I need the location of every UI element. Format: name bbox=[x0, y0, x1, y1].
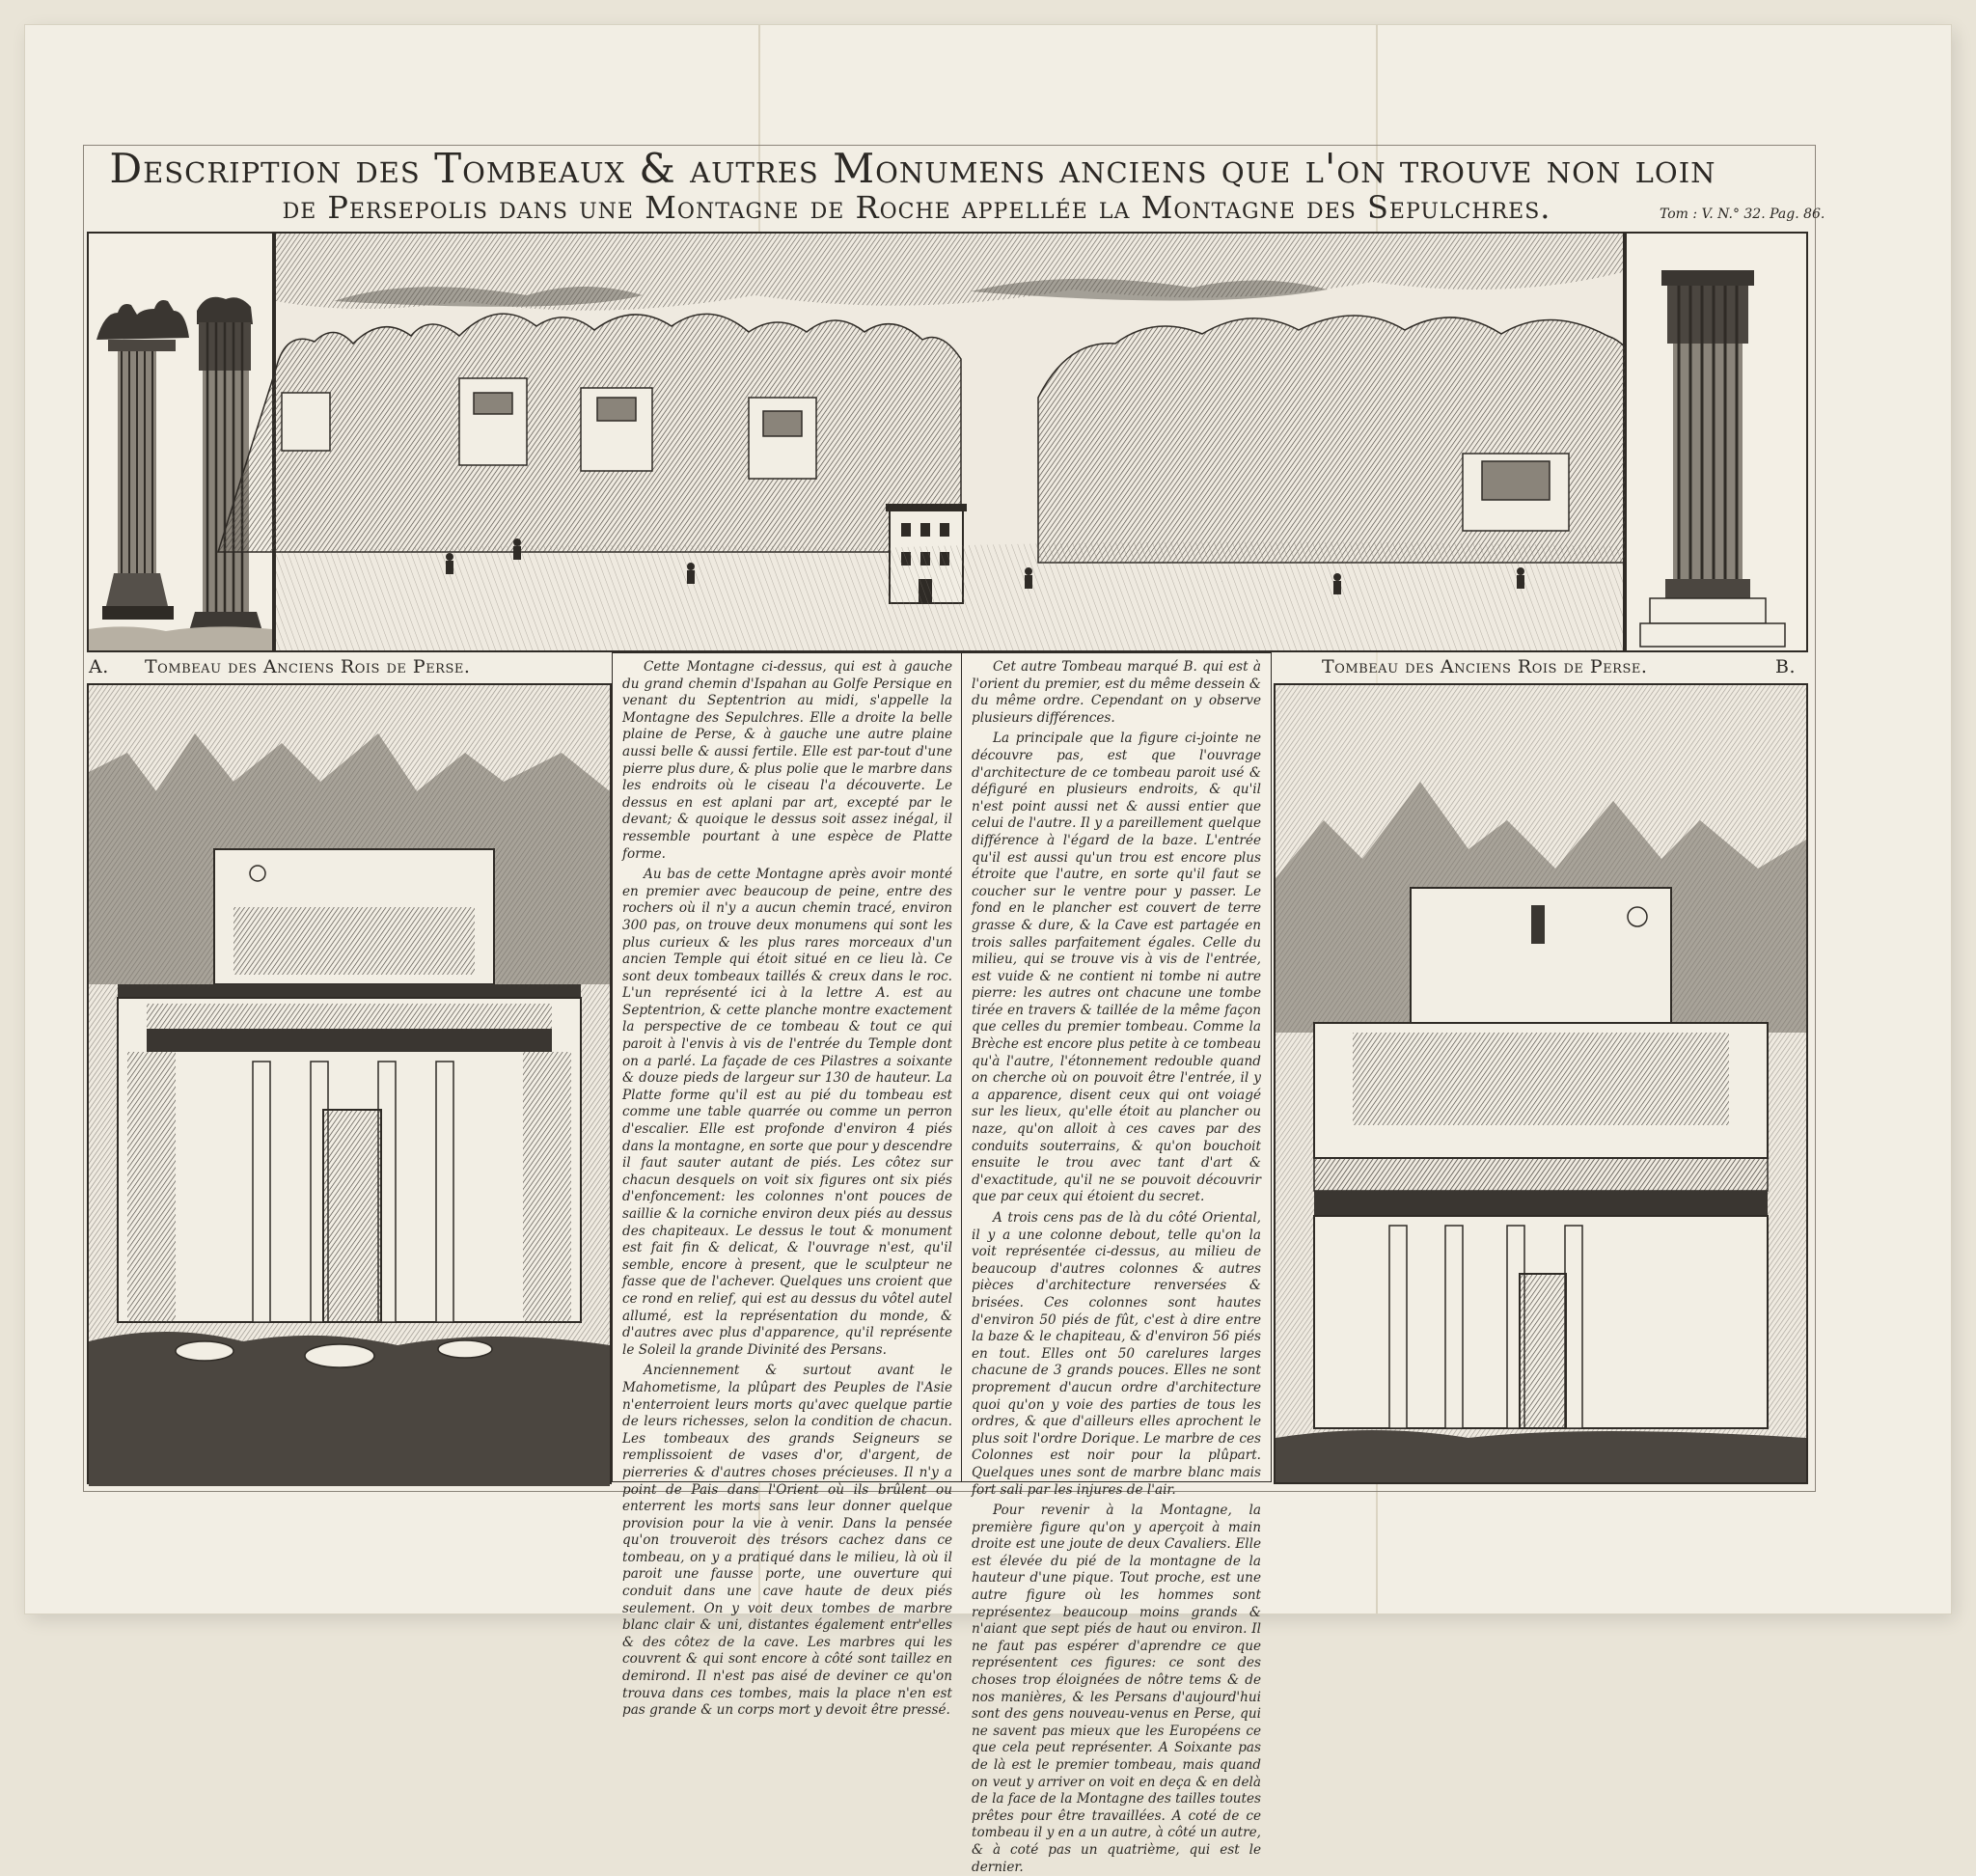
title-line-2: de Persepolis dans une Montagne de Roche appellée la Montagne des Sepulchres. bbox=[282, 189, 1551, 226]
text-paragraph: Pour revenir à la Montagne, la première figure qu'on y aperçoit à main droite est une joute de deux Cavaliers. Elle est élevée du pié de la montagne de la hauteur d'une pique. Tout proche, est une autre figure où les hommes sont représentez beaucoup moins grands & n'aiant que sept piés de haut ou environ. Il ne faut pas espérer d'aprendre ce que représentent ces figures: ce sont des choses trop éloignées de nôtre tems & de nos manières, & les Persans d'aujourd'hui sont des gens nouveau-venus en Perse, qui ne savent pas mieux que les Européens ce que cela peut représenter. A Soixante pas de là est le premier tombeau, mais quand on veut y arriver on voit en deça & en delà de la face de la Montagne des tailles toutes prêtes pour être travaillées. A coté de ce tombeau il y en a un autre, à côté un autre, & à coté pas un quatrième, qui est le dernier. bbox=[972, 1503, 1261, 1875]
text-column-right bbox=[961, 652, 1272, 1875]
text-column-left bbox=[612, 652, 963, 1719]
tomb-b-illustration bbox=[1274, 683, 1808, 1484]
plain-ground bbox=[276, 541, 1623, 650]
mountain-panorama-illustration bbox=[274, 232, 1625, 652]
ground-rocks bbox=[89, 1332, 610, 1486]
text-paragraph: Au bas de cette Montagne après avoir monté en premier avec beaucoup de peine, entre des rochers où il n'y a aucun chemin tracé, environ 300 pas, on trouve deux monumens qui sont les plus curieux & les plus rares morceaux d'un ancien Temple qui étoit situé en ce lieu là. Ce sont deux tombeaux taillés & creux dans le roc. L'un représenté ici à la lettre A. est au Septentrion, & cette planche montre exactement la perspective de ce tombeau & tout ce qui paroit à l'envis à vis de l'entrée du Temple dont on a parlé. La façade de ces Pilastres a soixante & douze pieds de largeur sur 130 de hauteur. La Platte forme qu'il est au pié du tombeau est comme une table quarrée ou comme un perron d'escalier. Elle est profonde d'environ 4 piés dans la montagne, en sorte que pour y descendre il faut sauter autant de piés. Les côtez sur chacun desquels on voit six figures ont six piés d'enfoncement: les colonnes n'ont pouces de saillie & la corniche environ deux piés au dessus des chapiteaux. Le dessus le tout & monument est fait fin & delicat, & l'ouvrage n'est, qu'il semble, encore à present, que le sculpteur ne fasse que de l'achever. Quelques uns croient que ce rond en relief, qui est au dessus du vôtel autel allumé, est la représentation du monde, & d'autres avec plus d'apparence, qu'il représente le Soleil la grande Divinité des Persans. bbox=[622, 867, 952, 1358]
text-paragraph: La principale que la figure ci-jointe ne découvre pas, est que l'ouvrage d'architecture de ce tombeau paroit usé & défiguré en plusieurs endroits, & qu'il n'est point aussi net & aussi entier que celui de l'autre. Il y a pareillement quelque différence à l'égard de la baze. L'entrée qu'il est aussi qu'un trou est encore plus étroite que l'autre, en sorte qu'il faut se coucher sur le ventre pour y passer. Le fond en le plancher est couvert de terre grasse & dure, & la Cave est partagée en trois salles parfaitement égales. Celle du milieu, qui se trouve vis à vis de l'entrée, est vuide & ne contient ni tombe ni autre pierre: les autres ont chacune une tombe tirée en travers & taillée de la même façon que celles du premier tombeau. Comme la Brèche est encore plus petite à ce tombeau qu'à l'autre, l'étonnement redouble quand on cherche où on pouvoit être l'entrée, il y a apparence, disent ceux qui ont voiagé sur les lieux, qu'elle étoit au plancher ou naze, qu'on alloit à ces caves par des conduits souterrains, & qu'on bouchoit ensuite le trou avec tant d'art & d'exactitude, qu'il ne se pouvoit découvrir que par ceux qui étoient du secret. bbox=[972, 731, 1261, 1205]
single-column-panel bbox=[1625, 232, 1808, 652]
volume-reference: Tom : V. N.° 32. Pag. 86. bbox=[1660, 207, 1825, 222]
text-column-right-body bbox=[962, 653, 1271, 1876]
text-column-left-body bbox=[613, 653, 962, 1720]
text-paragraph: Cette Montagne ci-dessus, qui est à gauche du grand chemin d'Ispahan au Golfe Persique en venant du Septentrion au midi, s'appelle la Montagne des Sepulchres. Elle a droite la belle plaine de Perse, & à gauche une autre plaine aussi belle & aussi fertile. Elle est par-tout d'une pierre plus dure, & plus polie que le marbre dans les endroits où le ciseau l'a découverte. Le dessus en est aplani par art, excepté par le devant; & quoique le dessus soit assez inégal, il ressemble pourtant à une espèce de Platte forme. bbox=[622, 659, 952, 862]
text-paragraph: Anciennement & surtout avant le Mahometisme, la plûpart des Peuples de l'Asie n'enterroient leurs morts qu'avec quelque partie de leurs richesses, selon la condition de chacun. Les tombeaux des grands Seigneurs se remplissoient de vases d'or, d'argent, de pierreries & d'autres choses précieuses. Il n'y a point de Pais dans l'Orient où ils brûlent ou enterrent les morts sans leur donner quelque provision pour la vie à venir. Dans la pensée qu'on trouveroit des trésors cachez dans ce tombeau, on y a pratiqué dans le milieu, là où il paroit une fausse porte, une ouverture qui conduit dans une cave haute de deux piés seulement. On y voit deux tombes de marbre blanc clair & uni, distantes également entr'elles & des côtez de la cave. Les marbres qui les couvrent & qui sont encore à côté sont taillez en demirond. Il n'est pas aisé de deviner ce qu'on trouva dans ces tombes, mais la place n'en est pas grande & un corps mort y devoit être pressé. bbox=[622, 1363, 952, 1719]
horse-capital-column-illustration bbox=[96, 300, 189, 620]
text-paragraph: A trois cens pas de là du côté Oriental, il y a une colonne debout, telle qu'on la voit représentée ci-dessus, au milieu de beaucoup d'autres colonnes & autres pièces d'architecture renversées & brisées. Ces colonnes sont hautes d'environ 50 piés de fût, c'est à dire entre la baze & le chapiteau, & d'environ 56 piés en tout. Elles ont 50 carelures larges chacune de 3 grands pouces. Elles ne sont proprement d'aucun ordre d'architecture quoi qu'on y voie des parties de tous les ordres, & que d'ailleurs elles aprochent le plus soit l'ordre Dorique. Le marbre de ces Colonnes est noir pour la plûpart. Quelques unes sont de marbre blanc mais fort sali par les injures de l'air. bbox=[972, 1210, 1261, 1498]
caption-left-tomb: Tombeau des Anciens Rois de Perse. bbox=[145, 656, 471, 677]
columns-panel bbox=[87, 232, 274, 652]
caption-letter-a: A. bbox=[89, 656, 109, 677]
title-line-1: Description des Tombeaux & autres Monumens anciens que l'on trouve non loin bbox=[109, 145, 1716, 192]
caption-right-tomb: Tombeau des Anciens Rois de Perse. bbox=[1322, 656, 1648, 677]
tomb-a-illustration bbox=[87, 683, 612, 1484]
text-paragraph: Cet autre Tombeau marqué B. qui est à l'orient du premier, est du même dessein & du même ordre. Cependant on y observe plusieurs différences. bbox=[972, 659, 1261, 726]
caption-letter-b: B. bbox=[1775, 656, 1797, 677]
ground-rocks bbox=[1276, 1430, 1806, 1482]
sky-clouds bbox=[276, 234, 1623, 311]
fluted-column-illustration bbox=[1640, 270, 1785, 647]
